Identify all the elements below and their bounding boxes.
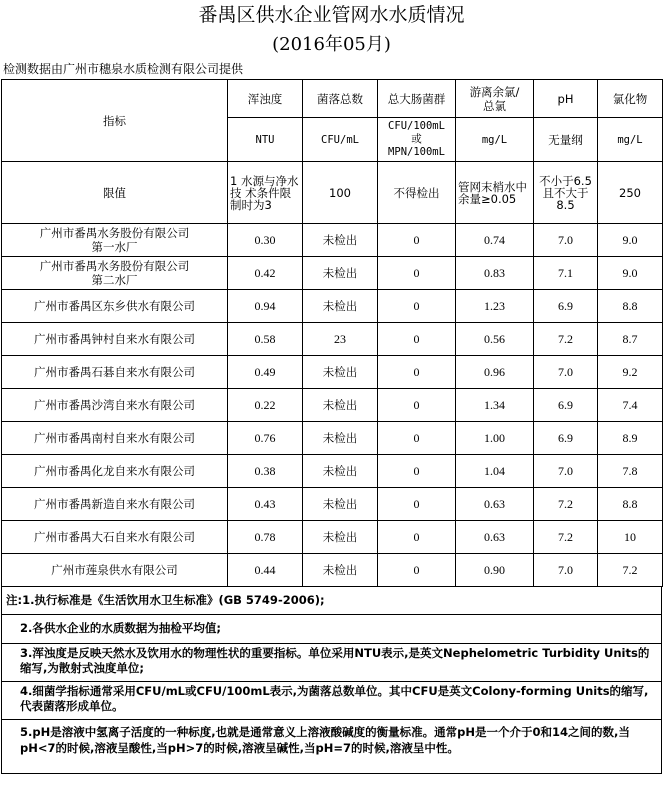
cell-value: 0 xyxy=(378,257,456,290)
cell-value: 0 xyxy=(378,422,456,455)
cell-value: 未检出 xyxy=(303,554,378,587)
cell-value: 未检出 xyxy=(303,455,378,488)
table-row xyxy=(2,323,663,356)
cell-value: 9.0 xyxy=(598,224,663,257)
table-row xyxy=(2,224,663,257)
cell-value: 8.8 xyxy=(598,290,663,323)
data-source-line: 检测数据由广州市穗泉水质检测有限公司提供 xyxy=(3,62,244,76)
company-name: 广州市莲泉供水有限公司 xyxy=(2,554,228,587)
cell-value: 0.49 xyxy=(228,356,303,389)
cell-value: 0.63 xyxy=(456,488,534,521)
notes-section xyxy=(1,587,662,774)
cell-value: 0.22 xyxy=(228,389,303,422)
cell-value: 6.9 xyxy=(534,389,598,422)
page-subtitle: (2016年05月) xyxy=(272,34,391,55)
cell-value: 7.2 xyxy=(534,521,598,554)
company-name: 广州市番禺水务股份有限公司 第一水厂 xyxy=(2,224,228,257)
cell-value: 7.2 xyxy=(534,323,598,356)
col-header-unit: mg/L xyxy=(598,118,663,162)
limit-value: 250 xyxy=(598,162,663,224)
cell-value: 0.56 xyxy=(456,323,534,356)
cell-value: 0 xyxy=(378,521,456,554)
cell-value: 1.00 xyxy=(456,422,534,455)
cell-value: 0.63 xyxy=(456,521,534,554)
cell-value: 0.74 xyxy=(456,224,534,257)
col-header-unit: 无量纲 xyxy=(534,118,598,162)
data-rows xyxy=(2,224,663,587)
page-title: 番禺区供水企业管网水水质情况 xyxy=(198,4,465,26)
company-name: 广州市番禺石碁自来水有限公司 xyxy=(2,356,228,389)
cell-value: 8.9 xyxy=(598,422,663,455)
cell-value: 0.42 xyxy=(228,257,303,290)
table-row xyxy=(2,521,663,554)
cell-value: 0.94 xyxy=(228,290,303,323)
cell-value: 未检出 xyxy=(303,356,378,389)
cell-value: 7.8 xyxy=(598,455,663,488)
cell-value: 0 xyxy=(378,356,456,389)
cell-value: 未检出 xyxy=(303,488,378,521)
cell-value: 23 xyxy=(303,323,378,356)
col-header-name: 菌落总数 xyxy=(303,80,378,118)
cell-value: 0 xyxy=(378,455,456,488)
cell-value: 0 xyxy=(378,224,456,257)
company-name: 广州市番禺化龙自来水有限公司 xyxy=(2,455,228,488)
limit-label: 限值 xyxy=(2,162,228,224)
cell-value: 1.04 xyxy=(456,455,534,488)
company-name: 广州市番禺沙湾自来水有限公司 xyxy=(2,389,228,422)
note-item: 5.pH是溶液中氢离子活度的一种标度,也就是通常意义上溶液酸碱度的衡量标准。通常pH是一个介于0和14之间的数,当pH<7的时候,溶液呈酸性,当pH>7的时候,溶液呈碱性,当pH=7的时候,溶液呈中性。 xyxy=(1,720,662,774)
col-header-unit: CFU/mL xyxy=(303,118,378,162)
col-header-name: 游离余氯/ 总氯 xyxy=(456,80,534,118)
cell-value: 10 xyxy=(598,521,663,554)
cell-value: 0 xyxy=(378,323,456,356)
col-header-name: 浑浊度 xyxy=(228,80,303,118)
cell-value: 未检出 xyxy=(303,290,378,323)
table-row xyxy=(2,422,663,455)
col-header-name: 总大肠菌群 xyxy=(378,80,456,118)
limit-value: 不得检出 xyxy=(378,162,456,224)
note-item: 4.细菌学指标通常采用CFU/mL或CFU/100mL表示,为菌落总数单位。其中CFU是英文Colony-forming Units的缩写,代表菌落形成单位。 xyxy=(1,682,662,720)
limit-value: 管网末梢水中 余量≥0.05 xyxy=(456,162,534,224)
company-name: 广州市番禺大石自来水有限公司 xyxy=(2,521,228,554)
table-row xyxy=(2,488,663,521)
cell-value: 0 xyxy=(378,389,456,422)
limit-value: 不小于6.5且不大于8.5 xyxy=(534,162,598,224)
col-header-unit: CFU/100mL 或 MPN/100mL xyxy=(378,118,456,162)
cell-value: 8.8 xyxy=(598,488,663,521)
cell-value: 1.23 xyxy=(456,290,534,323)
cell-value: 7.0 xyxy=(534,455,598,488)
cell-value: 1.34 xyxy=(456,389,534,422)
table-row xyxy=(2,554,663,587)
cell-value: 6.9 xyxy=(534,290,598,323)
cell-value: 0.38 xyxy=(228,455,303,488)
cell-value: 0.78 xyxy=(228,521,303,554)
company-name: 广州市番禺新造自来水有限公司 xyxy=(2,488,228,521)
company-name: 广州市番禺水务股份有限公司 第二水厂 xyxy=(2,257,228,290)
cell-value: 未检出 xyxy=(303,224,378,257)
cell-value: 9.2 xyxy=(598,356,663,389)
cell-value: 未检出 xyxy=(303,257,378,290)
cell-value: 0 xyxy=(378,554,456,587)
cell-value: 未检出 xyxy=(303,389,378,422)
limit-value: 100 xyxy=(303,162,378,224)
cell-value: 7.0 xyxy=(534,356,598,389)
water-quality-table xyxy=(1,79,663,587)
cell-value: 0.58 xyxy=(228,323,303,356)
cell-value: 0.83 xyxy=(456,257,534,290)
cell-value: 9.0 xyxy=(598,257,663,290)
col-header-name: pH xyxy=(534,80,598,118)
cell-value: 未检出 xyxy=(303,422,378,455)
cell-value: 7.0 xyxy=(534,554,598,587)
table-row xyxy=(2,389,663,422)
limit-value: 1 水源与净水技 术条件限制时为3 xyxy=(228,162,303,224)
table-row xyxy=(2,455,663,488)
cell-value: 未检出 xyxy=(303,521,378,554)
cell-value: 0.90 xyxy=(456,554,534,587)
cell-value: 0 xyxy=(378,290,456,323)
cell-value: 7.4 xyxy=(598,389,663,422)
col-header-unit: mg/L xyxy=(456,118,534,162)
note-item: 2.各供水企业的水质数据为抽检平均值; xyxy=(1,615,662,644)
company-name: 广州市番禺南村自来水有限公司 xyxy=(2,422,228,455)
cell-value: 0 xyxy=(378,488,456,521)
table-row xyxy=(2,257,663,290)
note-item: 注:1.执行标准是《生活饮用水卫生标准》(GB 5749-2006); xyxy=(1,587,662,615)
cell-value: 0.96 xyxy=(456,356,534,389)
cell-value: 7.2 xyxy=(598,554,663,587)
col-header-unit: NTU xyxy=(228,118,303,162)
company-name: 广州市番禺钟村自来水有限公司 xyxy=(2,323,228,356)
cell-value: 0.44 xyxy=(228,554,303,587)
note-item: 3.浑浊度是反映天然水及饮用水的物理性状的重要指标。单位采用NTU表示,是英文Nephelometric Turbidity Units的缩写,为散射式浊度单位; xyxy=(1,644,662,682)
cell-value: 0.30 xyxy=(228,224,303,257)
cell-value: 8.7 xyxy=(598,323,663,356)
cell-value: 7.2 xyxy=(534,488,598,521)
cell-value: 0.43 xyxy=(228,488,303,521)
indicator-header: 指标 xyxy=(2,80,228,162)
cell-value: 7.1 xyxy=(534,257,598,290)
cell-value: 6.9 xyxy=(534,422,598,455)
col-header-name: 氯化物 xyxy=(598,80,663,118)
company-name: 广州市番禺区东乡供水有限公司 xyxy=(2,290,228,323)
table-row xyxy=(2,290,663,323)
cell-value: 0.76 xyxy=(228,422,303,455)
cell-value: 7.0 xyxy=(534,224,598,257)
table-row xyxy=(2,356,663,389)
